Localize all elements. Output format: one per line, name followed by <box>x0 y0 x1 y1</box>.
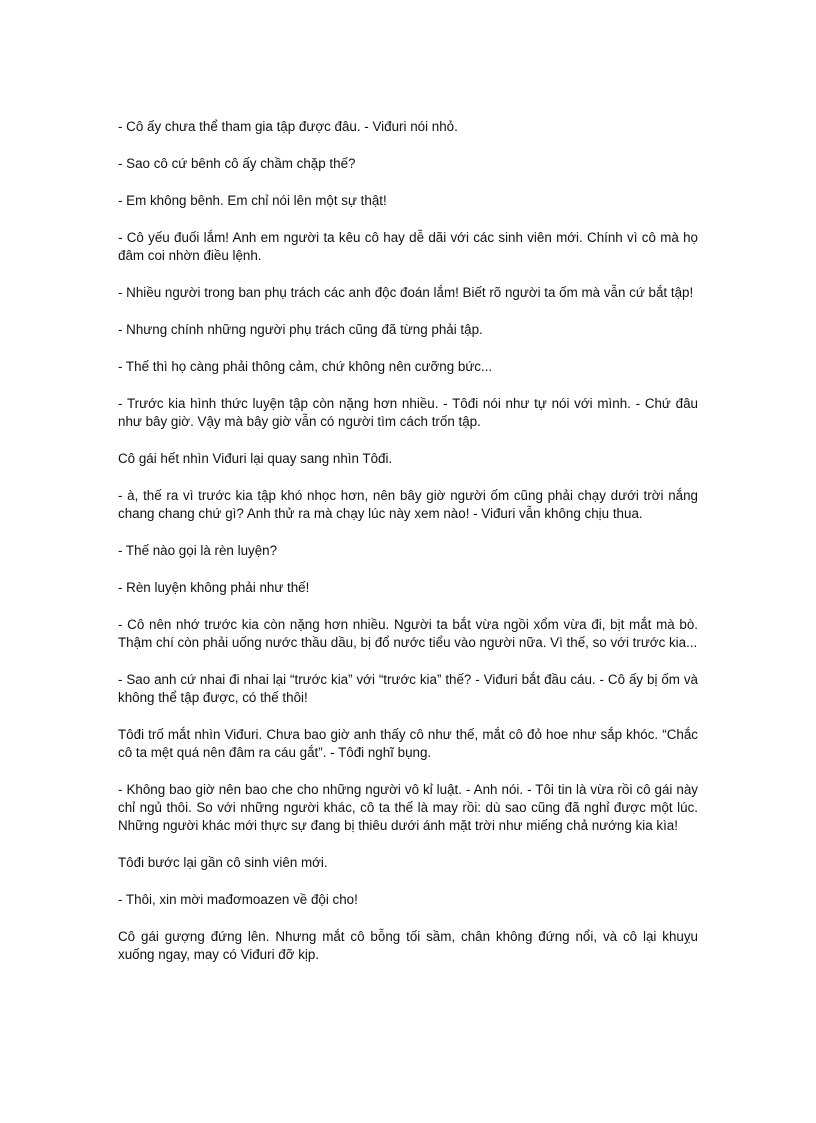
paragraph: - Trước kia hình thức luyện tập còn nặng hơn nhiều. - Tôđi nói như tự nói với mình. - Chứ đâu như bây giờ. Vậy mà bây giờ vẫn có người tìm cách trốn tập. <box>118 396 698 429</box>
paragraph: - Cô ấy chưa thể tham gia tập được đâu. - Viđuri nói nhỏ. <box>118 119 458 134</box>
body-text <box>118 118 698 983</box>
paragraph: - Thế nào gọi là rèn luyện? <box>118 543 278 558</box>
paragraph: - Nhưng chính những người phụ trách cũng đã từng phải tập. <box>118 322 483 337</box>
paragraph: Tôđi bước lại gần cô sinh viên mới. <box>118 855 328 870</box>
paragraph: Cô gái hết nhìn Viđuri lại quay sang nhìn Tôđi. <box>118 451 393 466</box>
paragraph: - Sao anh cứ nhai đi nhai lại “trước kia” với “trước kia” thế? - Viđuri bắt đầu cáu. - Cô ấy bị ốm và không thể tập được, có thế thôi! <box>118 672 698 705</box>
paragraph: - Không bao giờ nên bao che cho những người vô kỉ luật. - Anh nói. - Tôi tin là vừa rồi cô gái này chỉ ngủ thôi. So với những người khác, cô ta thế là may rồi: dù sao cũng đã nghỉ được một lúc. Những người khác mới thực sự đang bị thiêu dưới ánh mặt trời như miếng chả nướng kia kìa! <box>118 782 698 833</box>
paragraph: Tôđi trố mắt nhìn Viđuri. Chưa bao giờ anh thấy cô như thế, mắt cô đỏ hoe như sắp khóc. “Chắc cô ta mệt quá nên đâm ra cáu gắt”. - Tôđi nghĩ bụng. <box>118 727 698 760</box>
paragraph: - Cô yếu đuối lắm! Anh em người ta kêu cô hay dễ dãi với các sinh viên mới. Chính vì cô mà họ đâm coi nhờn điều lệnh. <box>118 230 698 263</box>
paragraph: - à, thế ra vì trước kia tập khó nhọc hơn, nên bây giờ người ốm cũng phải chạy dưới trời nắng chang chang chứ gì? Anh thử ra mà chạy lúc này xem nào! - Viđuri vẫn không chịu thua. <box>118 488 698 521</box>
paragraph: - Cô nên nhớ trước kia còn nặng hơn nhiều. Người ta bắt vừa ngồi xổm vừa đi, bịt mắt mà bò. Thậm chí còn phải uống nước thầu dầu, bị đổ nước tiểu vào người nữa. Vì thế, so với trước kia... <box>118 617 698 650</box>
paragraph: - Nhiều người trong ban phụ trách các anh độc đoán lắm! Biết rõ người ta ốm mà vẫn cứ bắt tập! <box>118 285 694 300</box>
paragraph: - Thế thì họ càng phải thông cảm, chứ không nên cưỡng bức... <box>118 359 493 374</box>
paragraph: - Sao cô cứ bênh cô ấy chầm chặp thế? <box>118 156 356 171</box>
paragraph: - Rèn luyện không phải như thế! <box>118 580 310 595</box>
paragraph: - Em không bênh. Em chỉ nói lên một sự thật! <box>118 193 387 208</box>
paragraph: - Thôi, xin mời mađơmoazen về đội cho! <box>118 892 358 907</box>
paragraph: Cô gái gượng đứng lên. Nhưng mắt cô bỗng tối sầm, chân không đứng nổi, và cô lại khuỵu xuống ngay, may có Viđuri đỡ kịp. <box>118 929 698 962</box>
